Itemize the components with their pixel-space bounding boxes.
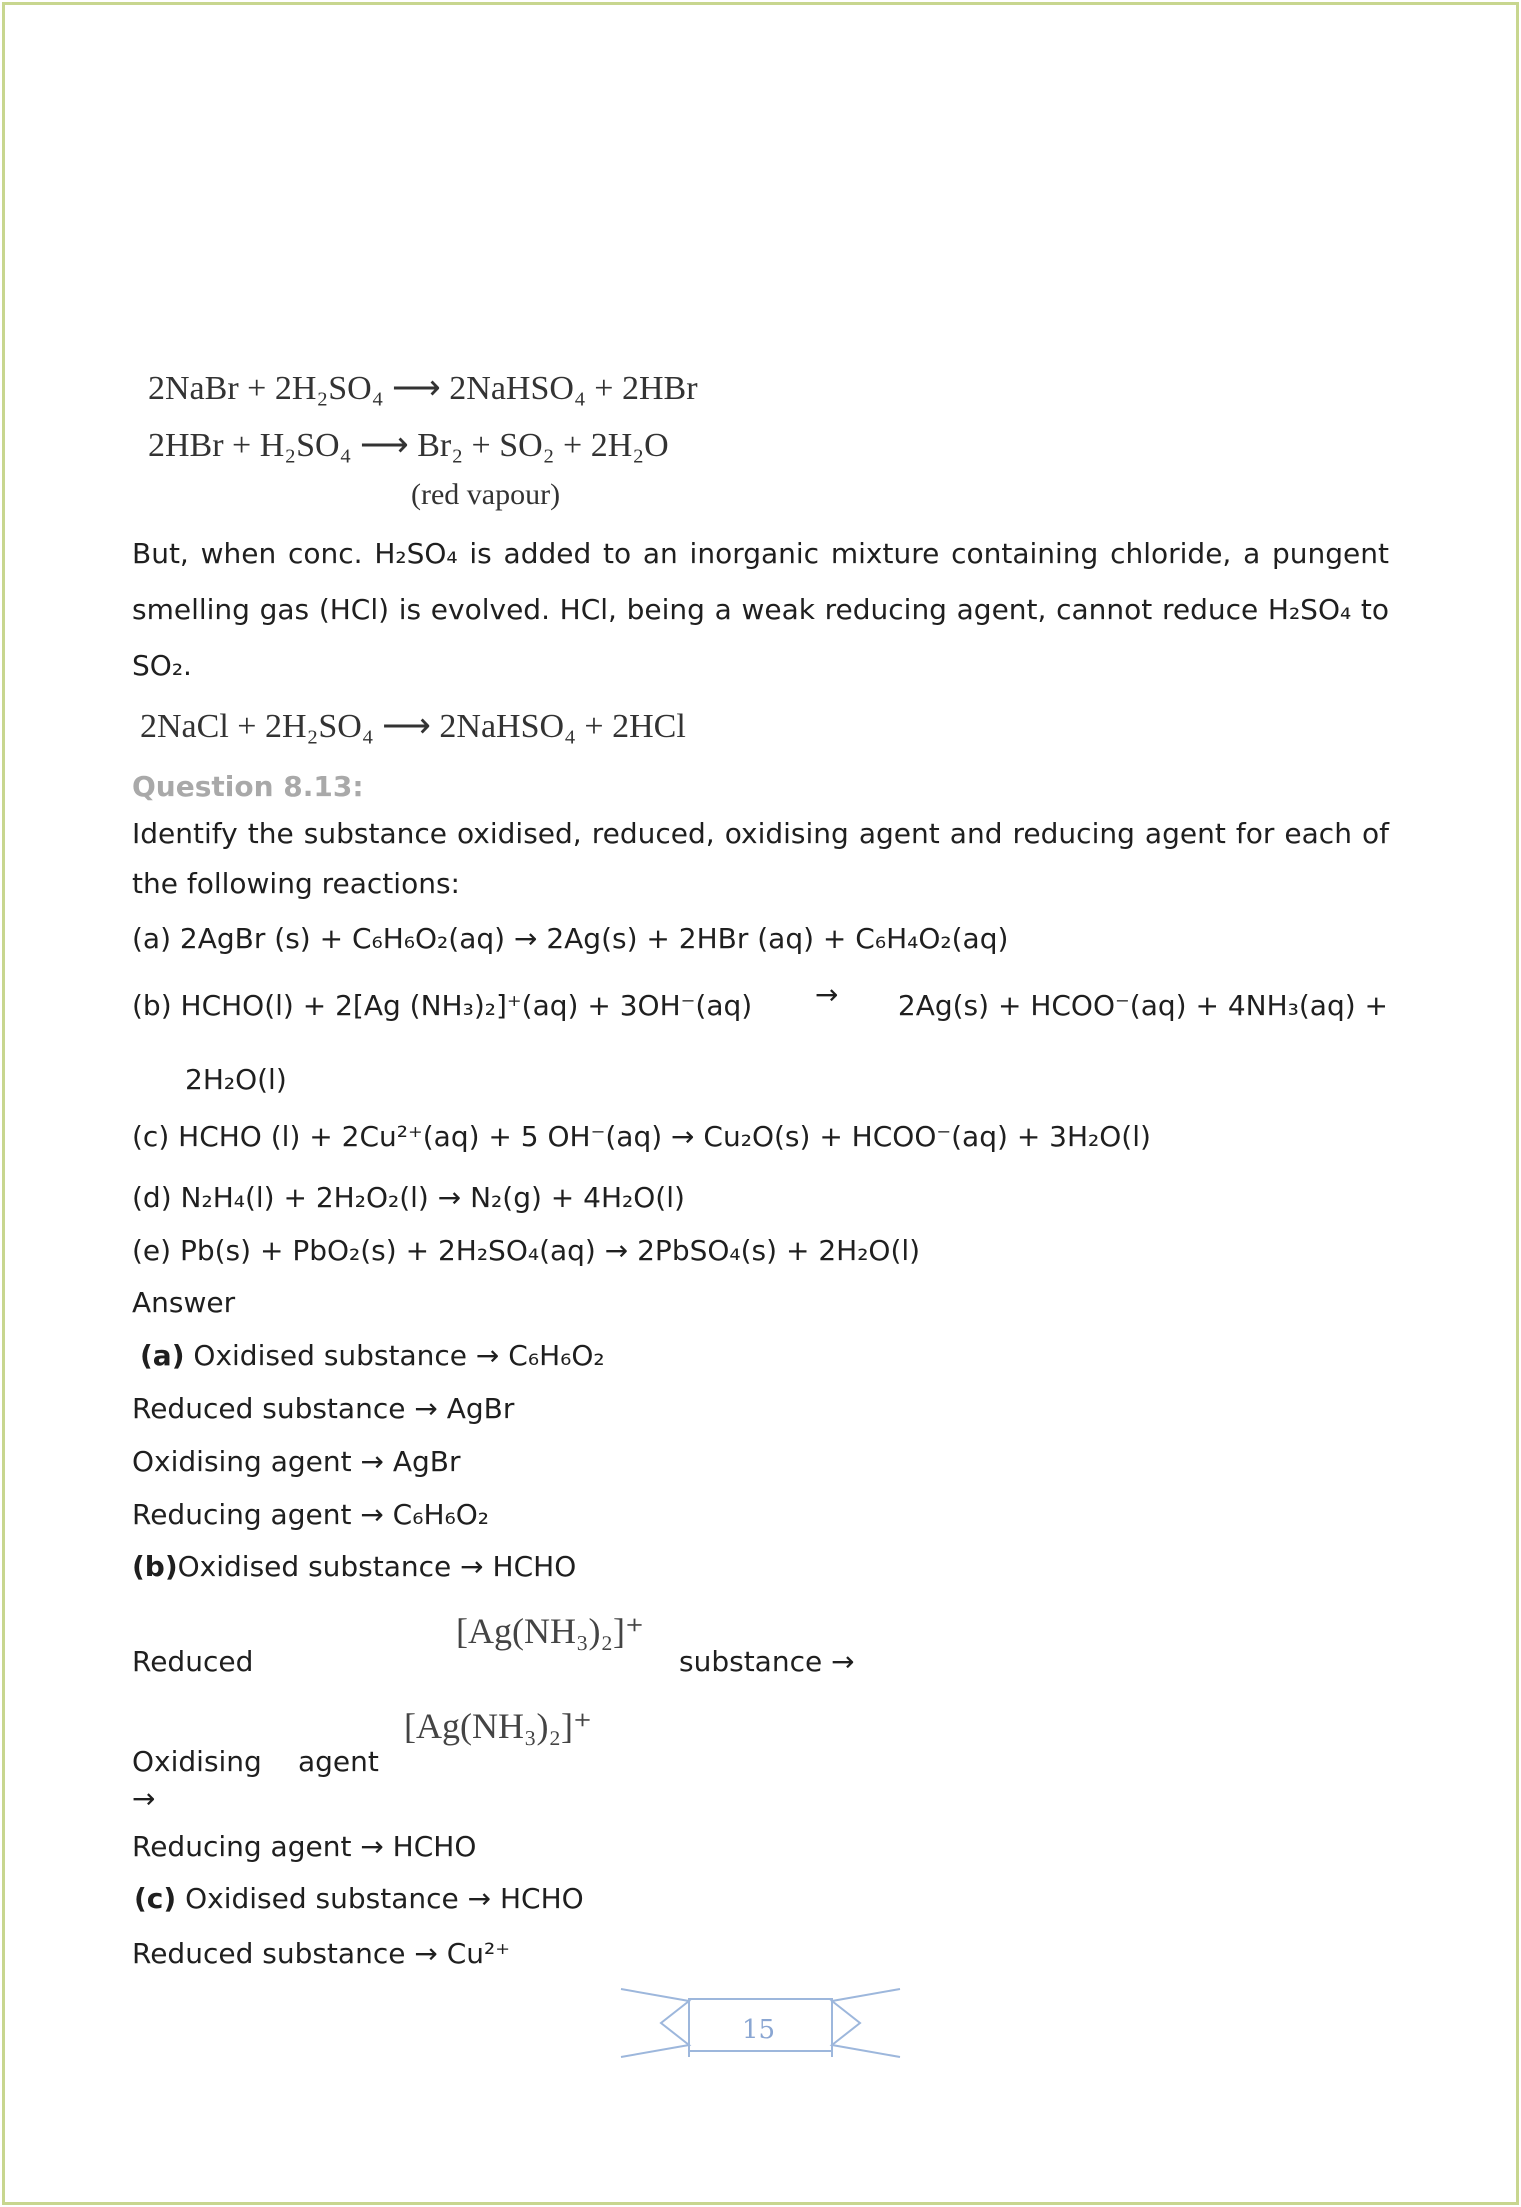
answer-c-oxidised: Oxidised substance → HCHO — [185, 1882, 584, 1915]
answer-a-oxidising: Oxidising agent → AgBr — [132, 1445, 461, 1478]
answer-c-oxidised-line — [134, 1882, 584, 1915]
paragraph-conc-h2so4-chloride: But, when conc. H₂SO₄ is added to an inorganic mixture containing chloride, a pungent smelling gas (HCl) is evolved. HCl, being a weak reducing agent, cannot reduce H₂SO₄ to SO₂. — [132, 537, 1389, 682]
reaction-b-part1: (b) HCHO(l) + 2[Ag (NH₃)₂]⁺(aq) + 3OH⁻(aq) — [132, 989, 753, 1022]
reaction-b-part2: 2Ag(s) + HCOO⁻(aq) + 4NH₃(aq) + — [897, 989, 1388, 1022]
answer-b-oxidising-complex: [Ag(NH₃)₂]⁺ — [404, 1706, 593, 1746]
answer-b-oxidised: Oxidised substance → HCHO — [177, 1550, 577, 1583]
answer-b-reduced-word: Reduced — [132, 1645, 254, 1678]
answer-b-reducing: Reducing agent → HCHO — [132, 1830, 477, 1863]
equation-nacl-h2so4: 2NaCl + 2H₂SO₄ ⟶ 2NaHSO₄ + 2HCl — [140, 708, 686, 745]
answer-a-oxidised: Oxidised substance → C₆H₆O₂ — [193, 1339, 605, 1372]
answer-a-label: (a) — [140, 1339, 185, 1372]
reaction-e: (e) Pb(s) + PbO₂(s) + 2H₂SO₄(aq) → 2PbSO₄(s) + 2H₂O(l) — [132, 1234, 921, 1267]
question-heading: Question 8.13: — [132, 770, 364, 803]
answer-c-label: (c) — [134, 1882, 177, 1915]
reaction-d: (d) N₂H₄(l) + 2H₂O₂(l) → N₂(g) + 4H₂O(l) — [132, 1181, 685, 1214]
answer-b-substance-arrow: substance → — [679, 1645, 855, 1678]
answer-label: Answer — [132, 1286, 236, 1319]
answer-b-oxidised-line — [132, 1550, 576, 1583]
equation-nabr-h2so4: 2NaBr + 2H₂SO₄ ⟶ 2NaHSO₄ + 2HBr — [148, 370, 698, 407]
reaction-c: (c) HCHO (l) + 2Cu²⁺(aq) + 5 OH⁻(aq) → Cu₂O(s) + HCOO⁻(aq) + 3H₂O(l) — [132, 1120, 1151, 1153]
reaction-b-arrow: → — [815, 978, 839, 1011]
reaction-a: (a) 2AgBr (s) + C₆H₆O₂(aq) → 2Ag(s) + 2HBr (aq) + C₆H₄O₂(aq) — [132, 922, 1009, 955]
answer-b-oxidising-word: Oxidising — [132, 1745, 262, 1778]
answer-c-reduced: Reduced substance → Cu²⁺ — [132, 1937, 510, 1970]
answer-b-oxidising-arrow: → — [132, 1782, 156, 1815]
answer-a-oxidised-line — [140, 1339, 605, 1372]
answer-a-reduced: Reduced substance → AgBr — [132, 1392, 515, 1425]
reaction-b-part3: 2H₂O(l) — [185, 1063, 287, 1096]
equation-hbr-h2so4: 2HBr + H₂SO₄ ⟶ Br₂ + SO₂ + 2H₂O — [148, 427, 669, 464]
answer-b-reduced-complex: [Ag(NH₃)₂]⁺ — [456, 1611, 645, 1651]
page-border — [2, 2, 1519, 2205]
answer-b-label: (b) — [132, 1550, 178, 1583]
answer-a-reducing: Reducing agent → C₆H₆O₂ — [132, 1498, 489, 1531]
question-text: Identify the substance oxidised, reduced, oxidising agent and reducing agent for each of the following reactions: — [132, 817, 1389, 900]
page-number: 15 — [742, 2015, 776, 2045]
equation-note-red-vapour: (red vapour) — [411, 478, 561, 511]
answer-b-agent-word: agent — [298, 1745, 379, 1778]
